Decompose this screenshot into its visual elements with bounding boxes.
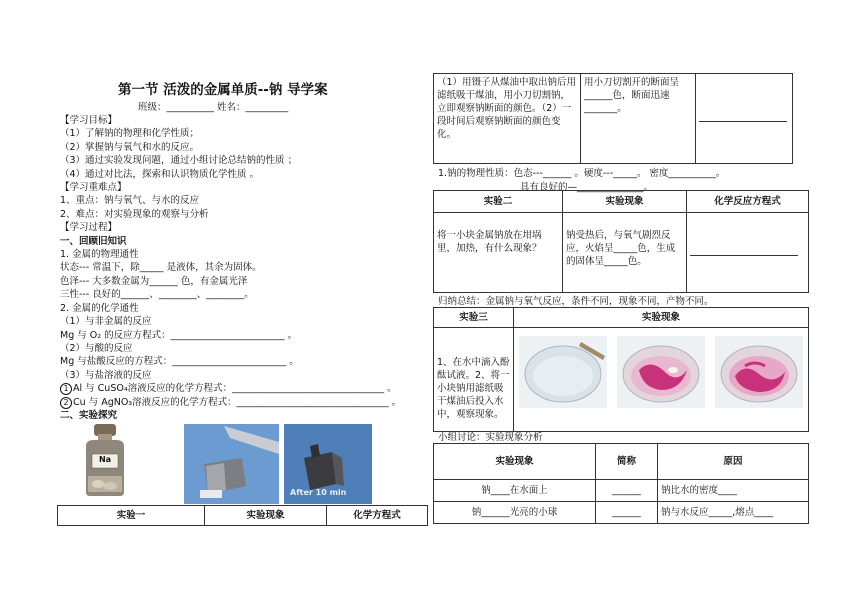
- sodium-bottle-photo: [80, 424, 130, 496]
- blank-line: [690, 246, 798, 256]
- text-line: 状态--- 常温下，除_____ 是液体，其余为固体。: [60, 262, 262, 274]
- table-header: 实验一: [58, 506, 205, 526]
- equation-line: [60, 382, 401, 395]
- text-line: 2、难点：对实验现象的观察与分析: [60, 208, 209, 220]
- text-line: Mg 与盐酸反应的方程式：________________________ 。: [60, 356, 299, 368]
- equation-text: Cu 与 AgNO₃溶液反应的化学方程式：________________________________ 。: [73, 396, 402, 408]
- procedure-cell: （1）用镊子从煤油中取出钠后用滤纸吸干煤油，用小刀切割钠，立即观察钠断面的颜色。（2）一段时间后观察钠断面的颜色变化。: [434, 74, 581, 164]
- table-header: 实验二: [434, 191, 563, 213]
- table-cell: ______: [596, 480, 658, 502]
- objectives-block: [60, 114, 401, 422]
- text-line: （1）与非金属的反应: [60, 316, 152, 328]
- table-cell: 钠与水反应_____,熔点____: [658, 502, 809, 524]
- physical-properties-2: 具有良好的—______________。: [520, 182, 654, 193]
- text-line: Mg 与 O₂ 的反应方程式：________________________ 。: [60, 329, 298, 341]
- equation-line: [60, 396, 401, 409]
- text-line: 【学习目标】: [60, 115, 118, 126]
- experiment3-table: [433, 307, 809, 432]
- after-photo: [284, 424, 372, 504]
- experiment2-table: [433, 190, 809, 293]
- text-line: （1）了解钠的物理和化学性质；: [60, 128, 200, 140]
- text-line: （2）掌握钠与氧气和水的反应。: [60, 141, 200, 153]
- table-header: 实验现象: [205, 506, 327, 526]
- experiment1-table: [57, 505, 428, 526]
- cutting-sodium-photo: [184, 424, 279, 504]
- table-header: 化学反应方程式: [687, 191, 809, 213]
- table-header: 实验现象: [563, 191, 687, 213]
- photo-caption: After 10 min: [290, 488, 347, 497]
- observation-cell: 用小刀切割开的断面呈______色，断面迅速_______。: [581, 74, 696, 164]
- circled-number: 2: [60, 397, 72, 409]
- text-line: （4）通过对比法，探索和认识物质化学性质 。: [60, 168, 260, 180]
- text-line: 三性--- 良好的______、________、________。: [60, 289, 254, 301]
- table-header: 化学方程式: [327, 506, 428, 526]
- bottle-label: Na: [98, 455, 112, 464]
- analysis-table: [433, 443, 809, 524]
- blank-line: [699, 112, 787, 122]
- table-header: 实验现象: [514, 308, 809, 328]
- text-line: 1. 金属的物理通性: [60, 249, 139, 261]
- table-cell: 钠比水的密度____: [658, 480, 809, 502]
- top-right-table: [433, 73, 793, 164]
- text-line: （2）与酸的反应: [60, 342, 133, 354]
- text-line: （3）与盐溶液的反应: [60, 369, 152, 381]
- text-line: 【学习重难点】: [60, 182, 127, 194]
- summary-line: 归纳总结：金属钠与氧气反应，条件不同，现象不同，产物不同。: [438, 296, 714, 307]
- equation-text: Al 与 CuSO₄溶液反应的化学方程式：________________________________ 。: [73, 383, 397, 395]
- class-name-line: 班级：__________ 姓名：_________: [138, 102, 289, 113]
- table-header: 简称: [596, 444, 658, 480]
- text-line: 色泽--- 大多数金属为______ 色，有金属光泽: [60, 275, 248, 287]
- table-cell: 钠____在水面上: [434, 480, 596, 502]
- section-heading: 二、实验探究: [60, 409, 118, 421]
- page-title: 第一节 活泼的金属单质--钠 导学案: [118, 82, 328, 98]
- beaker-pink-later-photo: [715, 336, 803, 408]
- procedure-cell: 1、在水中滴入酚酞试液。2、将一小块钠用滤纸吸干煤油后投入水中，观察现象。: [434, 328, 514, 432]
- text-line: 2. 金属的化学通性: [60, 302, 139, 314]
- text-line: （3）通过实验发现问题，通过小组讨论总结钠的性质 ；: [60, 155, 298, 167]
- circled-number: 1: [60, 383, 72, 395]
- photos-cell: [514, 328, 809, 432]
- text-line: 1、重点：钠与氧气、与水的反应: [60, 195, 200, 207]
- section-heading: 一、回顾旧知识: [60, 235, 127, 247]
- equation-cell: [687, 213, 809, 293]
- table-header: 原因: [658, 444, 809, 480]
- text-line: 【学习过程】: [60, 222, 118, 234]
- table-cell: 钠______光亮的小球: [434, 502, 596, 524]
- procedure-cell: 将一小块金属钠放在坩埚里，加热，有什么现象？: [434, 213, 563, 293]
- table-header: 实验三: [434, 308, 514, 328]
- physical-properties: 1.钠的物理性质：色态---______ 。硬度---_____。 密度__________。: [438, 168, 726, 179]
- table-header: 实验现象: [434, 444, 596, 480]
- answer-cell: [696, 74, 793, 164]
- beaker-pink-photo: [617, 336, 705, 408]
- table-cell: ______: [596, 502, 658, 524]
- observation-cell: 钠受热后，与氧气剧烈反应，火焰呈_____色，生成的固体呈_____色。: [563, 213, 687, 293]
- group-discussion: 小组讨论：实验现象分析: [438, 432, 543, 443]
- beaker-clear-photo: [519, 336, 607, 408]
